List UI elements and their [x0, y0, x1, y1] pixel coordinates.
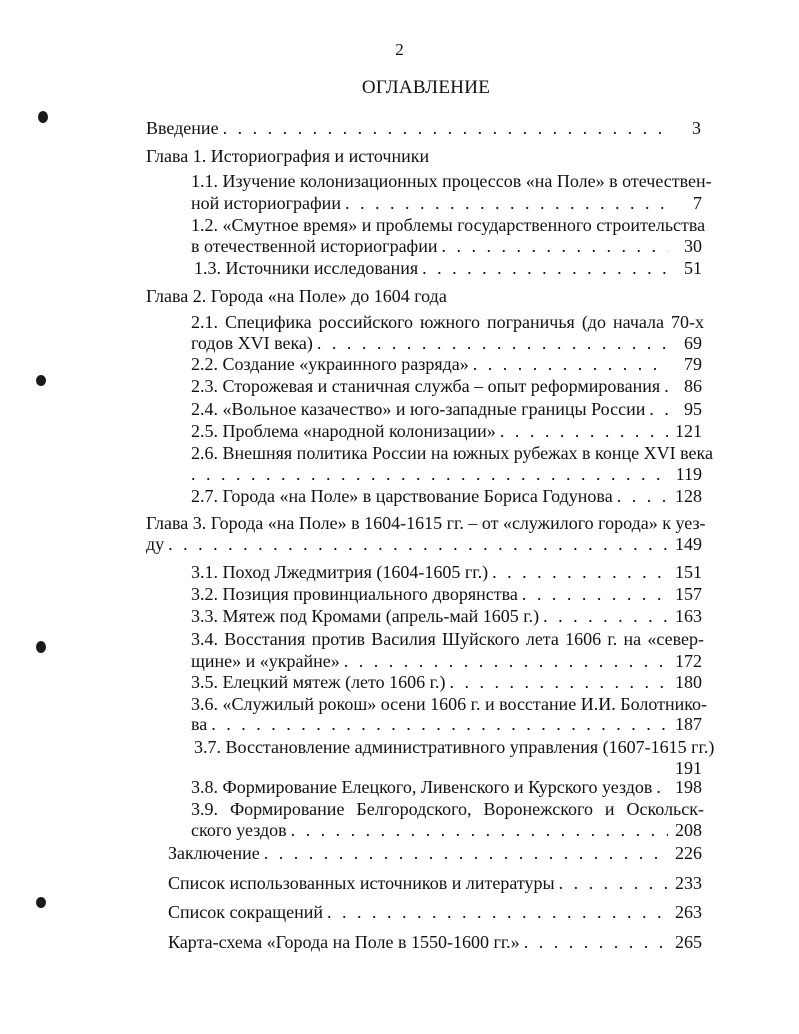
binding-hole-mark [36, 897, 46, 908]
chapter3-title-line1: Глава 3. Города «на Поле» в 1604-1615 гг. – от «служилого города» к уез- [146, 513, 706, 533]
toc-entry-sources: Список использованных источников и литературы . . . 233 [168, 872, 702, 894]
toc-entry-3-1: 3.1. Поход Лжедмитрия (1604-1605 гг.) . . . 151 [191, 561, 702, 583]
binding-hole-mark [38, 111, 48, 123]
toc-entry-1-2-line1: 1.2. «Смутное время» и проблемы государственного строительства [191, 215, 706, 235]
toc-entry-conclusion: Заключение . . . 226 [168, 842, 702, 864]
toc-entry-1-1-line1: 1.1. Изучение колонизационных процессов «на Поле» в отечествен- [191, 171, 712, 191]
toc-entry-1-3: 1.3. Источники исследования . . . 51 [194, 257, 702, 279]
toc-entry-1-2: в отечественной историографии . . . 30 [191, 235, 702, 257]
toc-entry-3-6-line1: 3.6. «Служилый рокош» осени 1606 г. и восстание И.И. Болотнико- [191, 694, 708, 714]
toc-entry-2-1: годов XVI века) . . . 69 [191, 332, 702, 354]
toc-entry-2-2: 2.2. Создание «украинного разряда» . . . 79 [191, 353, 702, 375]
toc-entry-3-4: щине» и «украйне» . . . 172 [191, 650, 702, 672]
binding-hole-mark [36, 375, 46, 386]
page-title: ОГЛАВЛЕНИЕ [361, 77, 491, 98]
toc-entry-3-4-line1: 3.4. Восстания против Василия Шуйского лета 1606 г. на «север- [191, 629, 704, 649]
binding-hole-mark [36, 641, 46, 653]
toc-entry-2-7: 2.7. Города «на Поле» в царствование Бориса Годунова . . . 128 [191, 485, 702, 507]
toc-entry-3-9-line1: 3.9. Формирование Белгородского, Воронежского и Оскольск- [191, 799, 704, 819]
toc-entry-3-2: 3.2. Позиция провинциального дворянства . . . 157 [191, 583, 702, 605]
toc-entry-3-8: 3.8. Формирование Елецкого, Ливенского и Курского уездов . . . 198 [191, 776, 702, 798]
toc-entry-abbreviations: Список сокращений . . . 263 [168, 901, 702, 923]
toc-entry-2-4: 2.4. «Вольное казачество» и юго-западные границы России . . . 95 [191, 398, 702, 420]
toc-entry-3-9: ского уездов . . . 208 [191, 819, 702, 841]
toc-entry-2-5: 2.5. Проблема «народной колонизации» . . . 121 [191, 420, 702, 442]
toc-entry-3-7-line1: 3.7. Восстановление административного управления (1607-1615 гг.) [194, 737, 715, 757]
toc-entry-3-3: 3.3. Мятеж под Кромами (апрель-май 1605 г.) . . . 163 [191, 605, 702, 627]
toc-entry-2-1-line1: 2.1. Специфика российского южного пограничья (до начала 70-х [191, 312, 704, 332]
toc-entry-3-6: ва . . . 187 [191, 713, 702, 735]
toc-entry-intro: Введение . . . 3 [146, 117, 701, 139]
chapter2-title: Глава 2. Города «на Поле» до 1604 года [146, 286, 447, 306]
chapter3-title: ду . . . 149 [146, 533, 702, 555]
toc-entry-2-6: . . . 119 [191, 463, 702, 485]
toc-entry-1-1: ной историографии . . . 7 [191, 192, 702, 214]
chapter1-title: Глава 1. Историография и источники [146, 146, 430, 166]
toc-entry-3-7: 191 [675, 758, 702, 778]
toc-entry-3-5: 3.5. Елецкий мятеж (лето 1606 г.) . . . 180 [191, 671, 702, 693]
toc-entry-2-6-line1: 2.6. Внешняя политика России на южных рубежах в конце XVI века [191, 443, 713, 463]
toc-entry-map: Карта-схема «Города на Поле в 1550-1600 гг.» . . . 265 [168, 931, 702, 953]
page-number: 2 [395, 40, 404, 59]
toc-entry-2-3: 2.3. Сторожевая и станичная служба – опыт реформирования . . . 86 [191, 375, 702, 397]
